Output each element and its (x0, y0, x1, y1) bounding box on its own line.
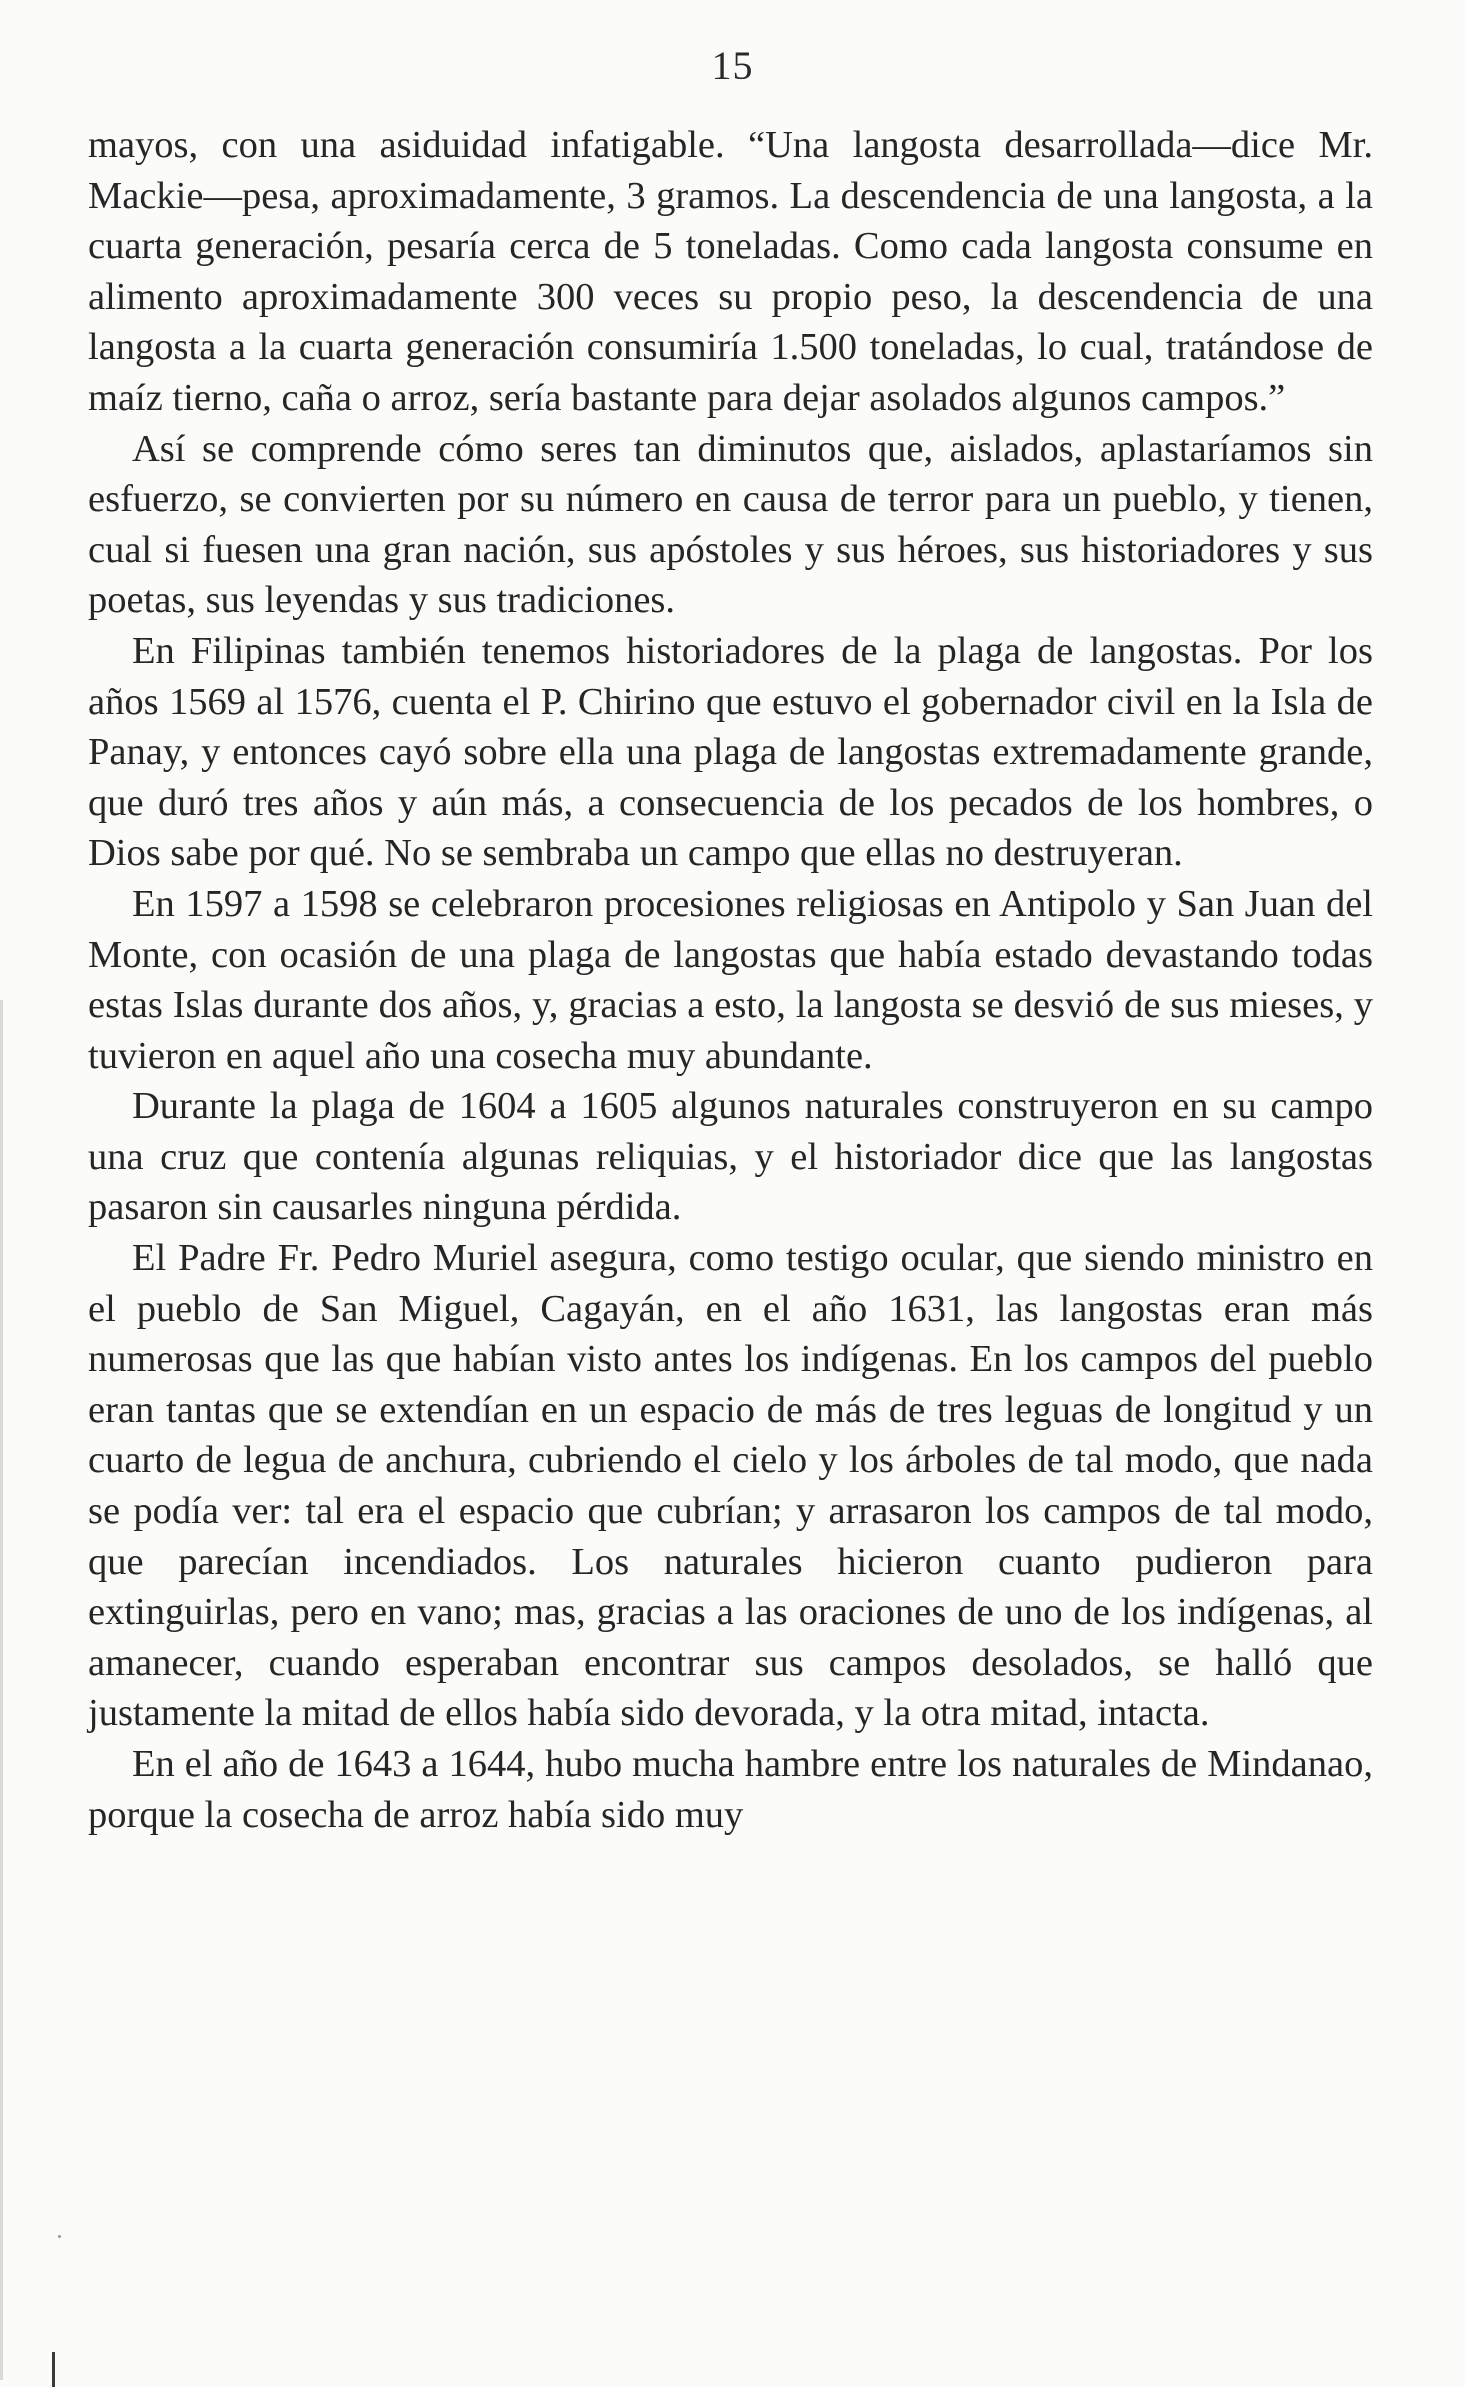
paragraph: En 1597 a 1598 se celebraron procesiones religiosas en Antipolo y San Juan del Monte, con ocasión de una plaga de langostas que había estado devastando todas estas Islas durante dos años, y, gracias a esto, la langosta se desvió de sus mieses, y tuvieron en aquel año una cosecha muy abundante. (88, 882, 1373, 1077)
page-number: 15 (711, 43, 754, 88)
scan-speck (58, 2235, 61, 2238)
paragraph: El Padre Fr. Pedro Muriel asegura, como testigo ocular, que siendo ministro en el pueblo de San Miguel, Cagayán, en el año 1631, las langostas eran más numerosas que las que habían visto antes los indígenas. En los campos del pueblo eran tantas que se extendían en un espacio de más de tres leguas de longitud y un cuarto de legua de anchura, cubriendo el cielo y los árboles de tal modo, que nada se podía ver: tal era el espacio que cubrían; y arrasaron los campos de tal modo, que parecían incendiados. Los naturales hicieron cuanto pudieron para extinguirlas, pero en vano; mas, gracias a las oraciones de uno de los indígenas, al amanecer, cuando esperaban encontrar sus campos desolados, se halló que justamente la mitad de ellos había sido devorada, y la otra mitad, intacta. (88, 1237, 1373, 1735)
paragraph-continued: mayos, con una asiduidad infatigable. “Una langosta desarrollada—dice Mr. Mackie—pesa, aproximadamente, 3 gramos. La descendencia de una langosta, a la cuarta generación, pesaría cerca de 5 toneladas. Como cada langosta consume en alimento aproximadamente 300 veces su propio peso, la descendencia de una langosta a la cuarta generación consumiría 1.500 toneladas, lo cual, tratándose de maíz tierno, caña o arroz, sería bastante para dejar asolados algunos campos.” (88, 124, 1373, 419)
paragraph: En el año de 1643 a 1644, hubo mucha hambre entre los naturales de Mindanao, porque la cosecha de arroz había sido muy (88, 1743, 1373, 1836)
body-text (88, 120, 1373, 1840)
scan-edge-mark (52, 2352, 55, 2387)
paragraph: Durante la plaga de 1604 a 1605 algunos naturales construyeron en su campo una cruz que contenía algunas reliquias, y el historiador dice que las langostas pasaron sin causarles ninguna pérdida. (88, 1085, 1373, 1229)
paragraph: En Filipinas también tenemos historiadores de la plaga de langostas. Por los años 1569 al 1576, cuenta el P. Chirino que estuvo el gobernador civil en la Isla de Panay, y entonces cayó sobre ella una plaga de langostas extremadamente grande, que duró tres años y aún más, a consecuencia de los pecados de los hombres, o Dios sabe por qué. No se sembraba un campo que ellas no destruyeran. (88, 629, 1373, 875)
paragraph: Así se comprende cómo seres tan diminutos que, aislados, aplastaríamos sin esfuerzo, se convierten por su número en causa de terror para un pueblo, y tienen, cual si fuesen una gran nación, sus apóstoles y sus héroes, sus historiadores y sus poetas, sus leyendas y sus tradiciones. (88, 427, 1373, 622)
page-edge-shadow (0, 1000, 3, 2380)
